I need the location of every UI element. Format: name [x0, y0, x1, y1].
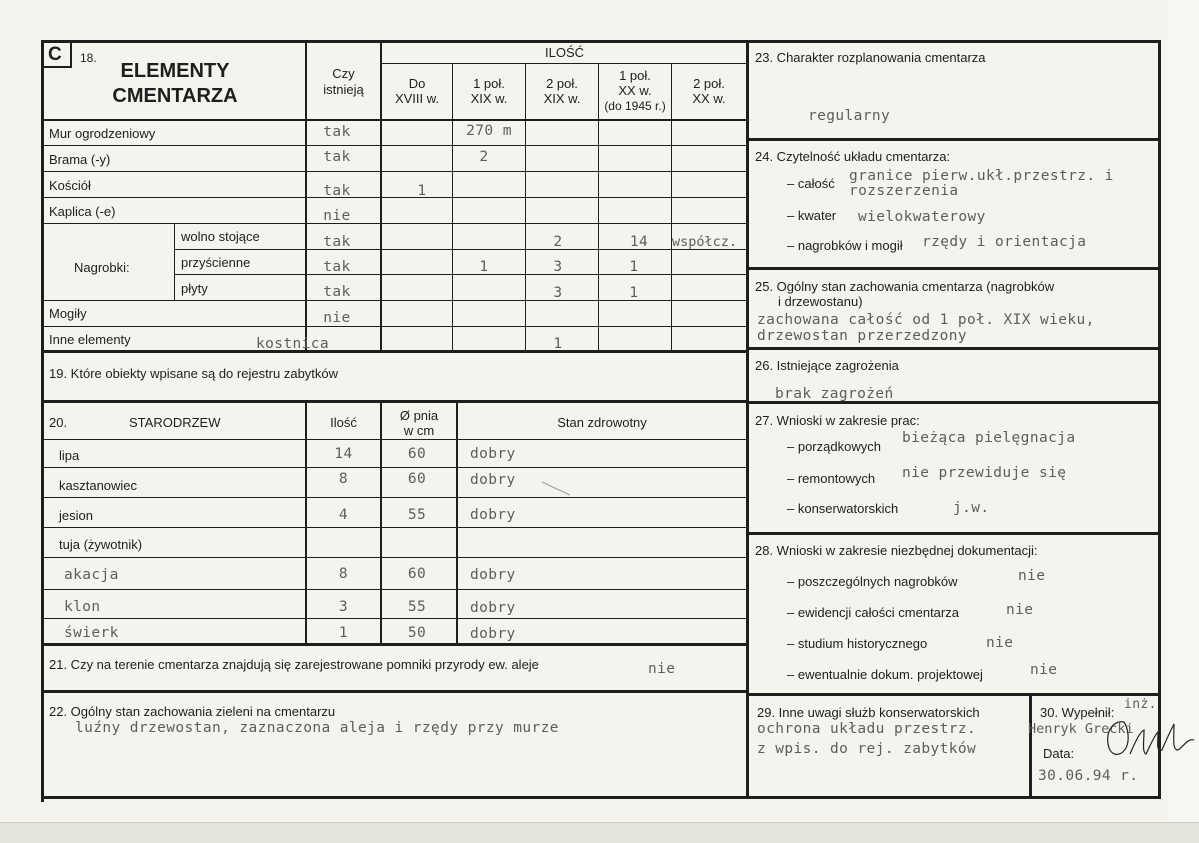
- hline-r1: [43, 145, 747, 146]
- tree-health-2: dobry: [470, 472, 516, 488]
- exists-graves: nie: [323, 310, 351, 326]
- hline-trees-top: [43, 400, 747, 403]
- q27-label: 27. Wnioski w zakresie prac:: [755, 413, 920, 428]
- hline-tree6: [43, 618, 747, 619]
- q28-item-4-value: nie: [1030, 662, 1058, 678]
- tree-count-1: 14: [334, 446, 353, 462]
- tree-count-3: 4: [338, 507, 349, 523]
- q28-item-1-value: nie: [1018, 568, 1046, 584]
- q27-repair-label: – remontowych: [787, 471, 876, 486]
- exists-header-1: Czy: [332, 66, 355, 81]
- exists-gate: tak: [323, 149, 351, 165]
- q24-whole-value-2: rozszerzenia: [849, 183, 959, 199]
- q21-label: 21. Czy na terenie cmentarza znajdują się zarejestrowane pomniki przyrody ew. aleje: [49, 657, 539, 672]
- qty-wall-mounted-p3: 3: [553, 259, 563, 275]
- q25-value-1: zachowana całość od 1 poł. XIX wieku,: [757, 312, 1095, 328]
- hline-tree1: [43, 467, 747, 468]
- tree-count-6: 3: [338, 599, 349, 615]
- q30-date-label: Data:: [1043, 746, 1075, 761]
- row-label-chapel: Kaplica (-e): [49, 204, 116, 219]
- q24-label: 24. Czytelność układu cmentarza:: [755, 149, 951, 164]
- tree-diam-1: 60: [407, 446, 427, 462]
- qty-church-p1: 1: [417, 183, 427, 199]
- q29-label: 29. Inne uwagi służb konserwatorskich: [757, 705, 980, 720]
- qty-wall-p2: 270 m: [466, 123, 512, 139]
- q24-quarters-label: – kwater: [787, 208, 837, 223]
- nagrobki-label: Nagrobki:: [74, 260, 130, 275]
- tree-name-1: lipa: [59, 448, 80, 463]
- vline-nagrobki: [174, 224, 175, 300]
- frame-right: [1158, 40, 1161, 798]
- row-label-graves: Mogiły: [49, 306, 87, 321]
- qty-freestanding-p5: współcz.: [672, 234, 738, 250]
- elements-title-1: ELEMENTY: [120, 60, 230, 82]
- exists-wall-mounted: tak: [323, 259, 351, 275]
- tree-health-6: dobry: [470, 600, 516, 616]
- tree-diam-2: 60: [407, 471, 427, 487]
- q24-whole-label: – całość: [787, 176, 835, 191]
- q27-order-value: bieżąca pielęgnacja: [902, 430, 1076, 446]
- q30-date: 30.06.94 r.: [1038, 768, 1139, 784]
- trees-title: STARODRZEW: [129, 415, 221, 430]
- hline-ilosc: [380, 63, 747, 64]
- vline-health: [456, 401, 458, 644]
- elements-title-2: CMENTARZA: [112, 85, 238, 107]
- hline-q29-top: [747, 693, 1160, 696]
- q28-item-3-label: – studium historycznego: [787, 636, 928, 651]
- qty-gate-p2: 2: [479, 149, 489, 165]
- hline-r4: [43, 223, 747, 224]
- trees-diam-header-2: w cm: [403, 423, 435, 438]
- qty-freestanding-p3: 2: [553, 234, 563, 250]
- qty-slabs-p3: 3: [553, 285, 563, 301]
- q25-value-2: drzewostan przerzedzony: [757, 328, 967, 344]
- q29-value-1: ochrona układu przestrz.: [757, 721, 977, 737]
- quantity-header: ILOŚĆ: [544, 45, 584, 60]
- row-label-wall-mounted: przyścienne: [181, 255, 251, 270]
- tree-name-4: tuja (żywotnik): [59, 537, 143, 552]
- frame-center: [746, 40, 749, 798]
- exists-wall: tak: [323, 124, 351, 140]
- tree-name-2: kasztanowiec: [59, 478, 138, 493]
- q28-item-3-value: nie: [986, 635, 1014, 651]
- row-label-church: Kościół: [49, 178, 91, 193]
- exists-church: tak: [323, 183, 351, 199]
- handwritten-signature: [1100, 710, 1196, 770]
- q23-label: 23. Charakter rozplanowania cmentarza: [755, 50, 986, 65]
- tree-health-1: dobry: [470, 446, 516, 462]
- tree-health-5: dobry: [470, 567, 516, 583]
- tree-name-6: klon: [64, 599, 101, 615]
- q28-item-2-value: nie: [1006, 602, 1034, 618]
- hline-tree5: [43, 589, 747, 590]
- q26-value: brak zagrożeń: [775, 386, 894, 402]
- vline-period5: [671, 64, 672, 352]
- paper-edge-bottom: [0, 822, 1199, 843]
- hline-r2: [43, 171, 747, 172]
- tree-count-7: 1: [338, 625, 349, 641]
- q30-name: Henryk Grecki: [1028, 721, 1134, 737]
- q28-label: 28. Wnioski w zakresie niezbędnej dokumentacji:: [755, 543, 1038, 558]
- trees-number: 20.: [49, 415, 68, 430]
- qty-wall-mounted-p4: 1: [629, 259, 639, 275]
- pencil-stroke: [540, 478, 576, 498]
- q24-graves-value: rzędy i orientacja: [922, 234, 1087, 250]
- q27-repair-value: nie przewiduje się: [902, 465, 1067, 481]
- tree-count-5: 8: [338, 566, 349, 582]
- trees-count-header: Ilość: [330, 415, 357, 430]
- q29-value-2: z wpis. do rej. zabytków: [757, 741, 977, 757]
- trees-health-header: Stan zdrowotny: [557, 415, 647, 430]
- frame-top: [41, 40, 1161, 43]
- row-label-slabs: płyty: [181, 281, 208, 296]
- hline-q19-top: [43, 350, 747, 353]
- vline-period2: [452, 64, 453, 352]
- tree-diam-7: 50: [407, 625, 427, 641]
- q24-graves-label: – nagrobków i mogił: [787, 238, 903, 253]
- hline-header: [43, 119, 747, 121]
- section-letter: C: [48, 44, 62, 65]
- hline-q28-top: [747, 532, 1160, 535]
- tree-name-5: akacja: [64, 567, 119, 583]
- qty-other-p3: 1: [553, 336, 563, 352]
- qty-wall-mounted-p2: 1: [479, 259, 489, 275]
- q27-conserv-value: j.w.: [953, 500, 990, 516]
- tree-diam-5: 60: [407, 566, 427, 582]
- exists-chapel: nie: [323, 208, 351, 224]
- hline-q25-top: [747, 267, 1160, 270]
- tree-health-7: dobry: [470, 626, 516, 642]
- qty-slabs-p4: 1: [629, 285, 639, 301]
- q28-item-1-label: – poszczególnych nagrobków: [787, 574, 958, 589]
- hline-q22-top: [43, 690, 747, 693]
- tree-diam-6: 55: [407, 599, 427, 615]
- section-number: 18.: [80, 51, 97, 65]
- other-elements-value: kostnica: [256, 336, 330, 352]
- frame-bottom: [41, 796, 1161, 799]
- q22-label: 22. Ogólny stan zachowania zieleni na cmentarzu: [49, 704, 336, 719]
- exists-slabs: tak: [323, 284, 351, 300]
- tree-health-3: dobry: [470, 507, 516, 523]
- tree-diam-3: 55: [407, 507, 427, 523]
- hline-r8: [43, 326, 747, 327]
- q28-item-2-label: – ewidencji całości cmentarza: [787, 605, 959, 620]
- q21-value: nie: [648, 661, 676, 677]
- hline-tree3: [43, 527, 747, 528]
- trees-diam-header-1: Ø pnia: [399, 408, 439, 423]
- q30-label: 30. Wypełnił:: [1040, 705, 1115, 720]
- q24-whole-value-1: granice pierw.ukł.przestrz. i: [849, 168, 1114, 184]
- c-box-bottom: [43, 66, 72, 68]
- row-label-wall: Mur ogrodzeniowy: [49, 126, 156, 141]
- vline-period3: [525, 64, 526, 352]
- c-box-right: [70, 42, 72, 67]
- tree-name-3: jesion: [59, 508, 93, 523]
- hline-q26-top: [747, 347, 1160, 350]
- tree-name-7: świerk: [64, 625, 119, 641]
- q22-value: luźny drzewostan, zaznaczona aleja i rzędy przy murze: [75, 720, 559, 736]
- q30-title: inż.: [1124, 697, 1157, 712]
- hline-tree2: [43, 497, 747, 498]
- row-label-freestanding: wolno stojące: [181, 229, 260, 244]
- hline-trees-header: [43, 439, 747, 440]
- hline-q24-top: [747, 138, 1160, 141]
- exists-header-2: istnieją: [323, 82, 364, 97]
- q26-label: 26. Istniejące zagrożenia: [755, 358, 899, 373]
- q25-label-1: 25. Ogólny stan zachowania cmentarza (nagrobków: [755, 279, 1055, 294]
- q27-conserv-label: – konserwatorskich: [787, 501, 899, 516]
- row-label-gate: Brama (-y): [49, 152, 111, 167]
- qty-freestanding-p4: 14: [629, 234, 649, 250]
- row-label-other: Inne elementy: [49, 332, 131, 347]
- tree-count-2: 8: [338, 471, 349, 487]
- hline-tree4: [43, 557, 747, 558]
- q24-quarters-value: wielokwaterowy: [858, 209, 986, 225]
- q27-order-label: – porządkowych: [787, 439, 881, 454]
- q23-value: regularny: [808, 108, 891, 124]
- q28-item-4-label: – ewentualnie dokum. projektowej: [787, 667, 983, 682]
- frame-left-top: [41, 40, 44, 802]
- vline-q30: [1029, 694, 1032, 798]
- hline-q21-top: [43, 643, 747, 646]
- q25-label-2: i drzewostanu): [778, 294, 863, 309]
- q19-label: 19. Które obiekty wpisane są do rejestru zabytków: [49, 366, 339, 381]
- exists-freestanding: tak: [323, 234, 351, 250]
